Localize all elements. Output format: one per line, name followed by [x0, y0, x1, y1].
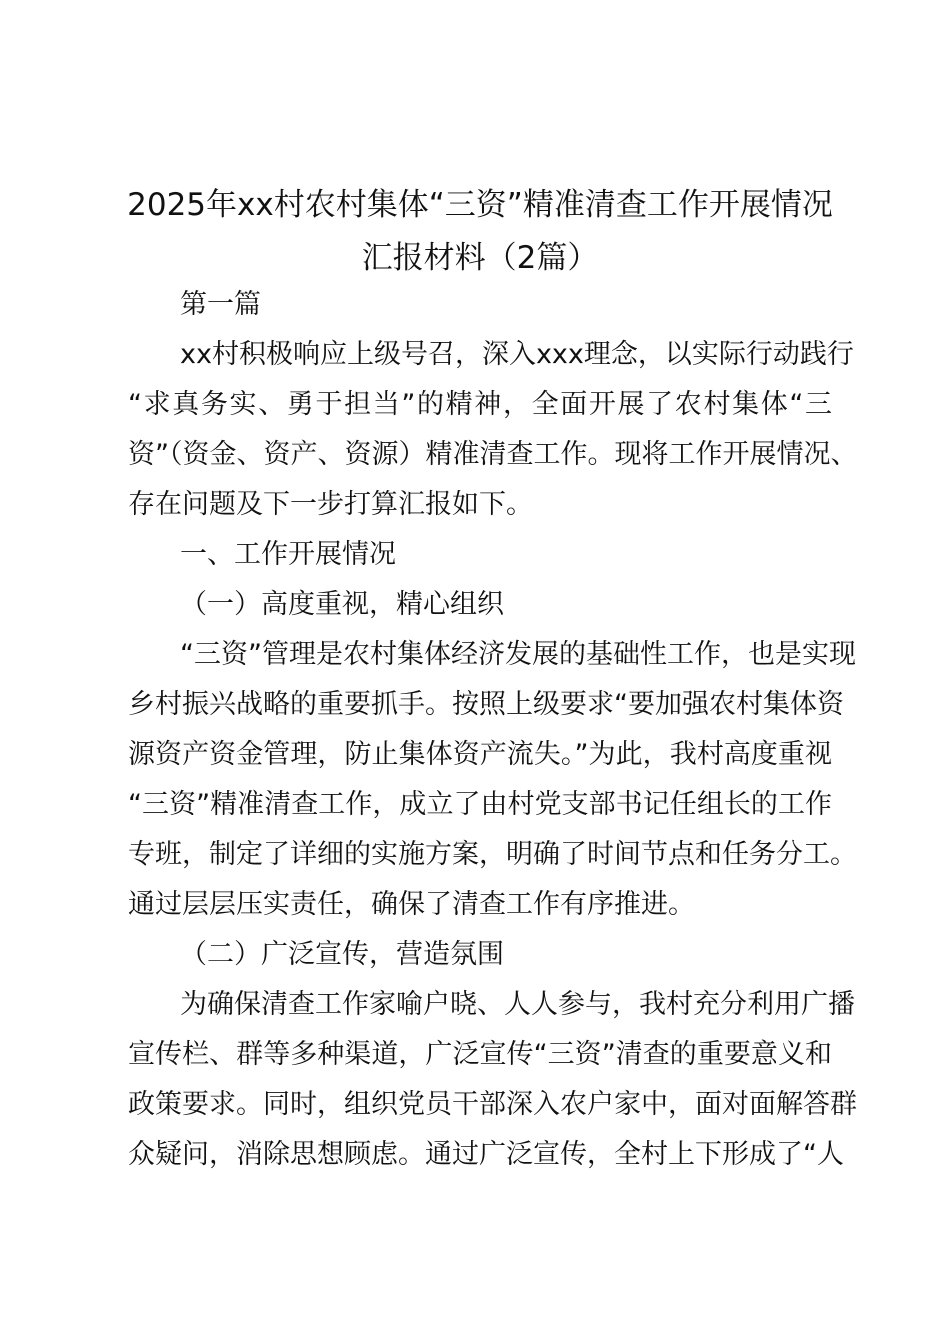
paragraph-line: 乡村振兴战略的重要抓手。按照上级要求“要加强农村集体资 [128, 689, 844, 720]
paragraph-line: 资”（资金、资产、资源）精准清查工作。现将工作开展情况、 [128, 439, 858, 470]
paragraph-line: 通过层层压实责任，确保了清查工作有序推进。 [128, 889, 695, 920]
paragraph-line: xx村积极响应上级号召，深入xxx理念，以实际行动践行 [180, 339, 854, 370]
section-heading: 一、工作开展情况 [180, 539, 396, 570]
paragraph-line: 为确保清查工作家喻户晓、人人参与，我村充分利用广播 [180, 989, 855, 1020]
subsection-heading: （一）高度重视，精心组织 [180, 589, 504, 620]
subsection-heading: （二）广泛宣传，营造氛围 [180, 939, 504, 970]
paragraph-line: 专班，制定了详细的实施方案，明确了时间节点和任务分工。 [128, 839, 857, 870]
paragraph-line: 源资产资金管理，防止集体资产流失。”为此，我村高度重视 [128, 739, 832, 770]
paragraph-line: “三资”管理是农村集体经济发展的基础性工作，也是实现 [180, 639, 856, 670]
paragraph-line: 众疑问，消除思想顾虑。通过广泛宣传，全村上下形成了“人 [128, 1139, 844, 1170]
section-heading-part-one: 第一篇 [180, 289, 261, 320]
paragraph-line: 政策要求。同时，组织党员干部深入农户家中，面对面解答群 [128, 1089, 857, 1120]
document-title-line-1: 2025年xx村农村集体“三资”精准清查工作开展情况 [127, 187, 833, 223]
paragraph-line: “三资”精准清查工作，成立了由村党支部书记任组长的工作 [128, 789, 832, 820]
paragraph-line: 存在问题及下一步打算汇报如下。 [128, 489, 533, 520]
paragraph-line: “求真务实、勇于担当”的精神，全面开展了农村集体“三 [128, 389, 832, 420]
document-title-line-2: 汇报材料（2篇） [361, 240, 599, 276]
paragraph-line: 宣传栏、群等多种渠道，广泛宣传“三资”清查的重要意义和 [128, 1039, 832, 1070]
